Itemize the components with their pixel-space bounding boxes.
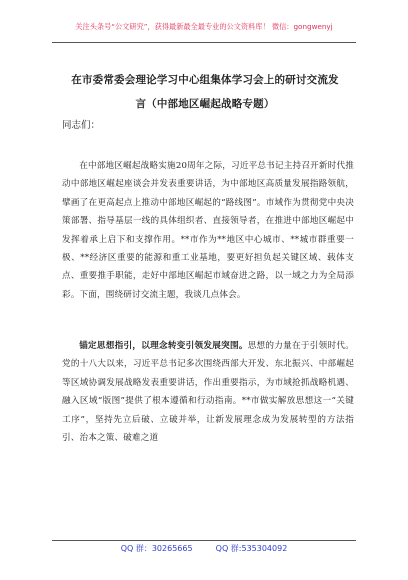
wechat-id: gongwenyj [293, 22, 333, 31]
footer-divider [52, 540, 356, 541]
qq-group-label-1: QQ 群： [120, 544, 152, 553]
qq-group-label-2: QQ 群: [215, 544, 242, 553]
qq-group-number-2: 535304092 [241, 544, 288, 553]
paragraph-2 [62, 337, 354, 447]
salutation: 同志们： [62, 120, 101, 131]
paragraph-1: 在中部地区崛起战略实施20周年之际，习近平总书记主持召开新时代推动中部地区崛起座谈会并发表重要讲话，为中部地区高质量发展指路领航，擘画了在更高起点上推动中部地区崛起的“路线图”。市域作为贯彻党中央决策部署、指导基层一线的具体组织者、直接领导者，在推进中部地区崛起中发挥着承上启下和支撑作用。**市作为**地区中心城市、**城市群重要一极、**经济区重要的能源和重工业基地，要更好担负起关键区域、载体支点、重要推手职能，走好中部地区崛起市域奋进之路，以一域之力为全局添彩。下面，围绕研讨交流主题，我谈几点体会。 [62, 161, 354, 300]
title-line-1: 在市委常委会理论学习中心组集体学习会上的研讨交流发 [71, 74, 339, 86]
header-divider [52, 42, 356, 43]
footer [0, 543, 408, 554]
header-banner [0, 22, 408, 32]
paragraph-2-body: 思想的力量在于引领时代。党的十八大以来，习近平总书记多次围绕西部大开发、东北振兴、中部崛起等区域协调发展战略发表重要讲话，作出重要指示，为市域抢抓战略机遇、融入区域“版图”提供了根本遵循和行动指南。**市做实解放思想这一“关键工序”，坚持先立后破、立破并举，让新发展理念成为发展转型的方法指引、治本之策、破难之道 [62, 341, 354, 444]
banner-text: 关注头条号“公文研究”，获得最新最全最专业的公文资料库！ 微信： [75, 22, 294, 31]
document-title [52, 68, 358, 116]
qq-group-number-1: 30265665 [151, 544, 193, 553]
paragraph-2-lead: 锚定思想指引，以理念转变引领发展突围。 [79, 341, 248, 351]
title-line-2: 言（中部地区崛起战略专题） [135, 98, 275, 110]
